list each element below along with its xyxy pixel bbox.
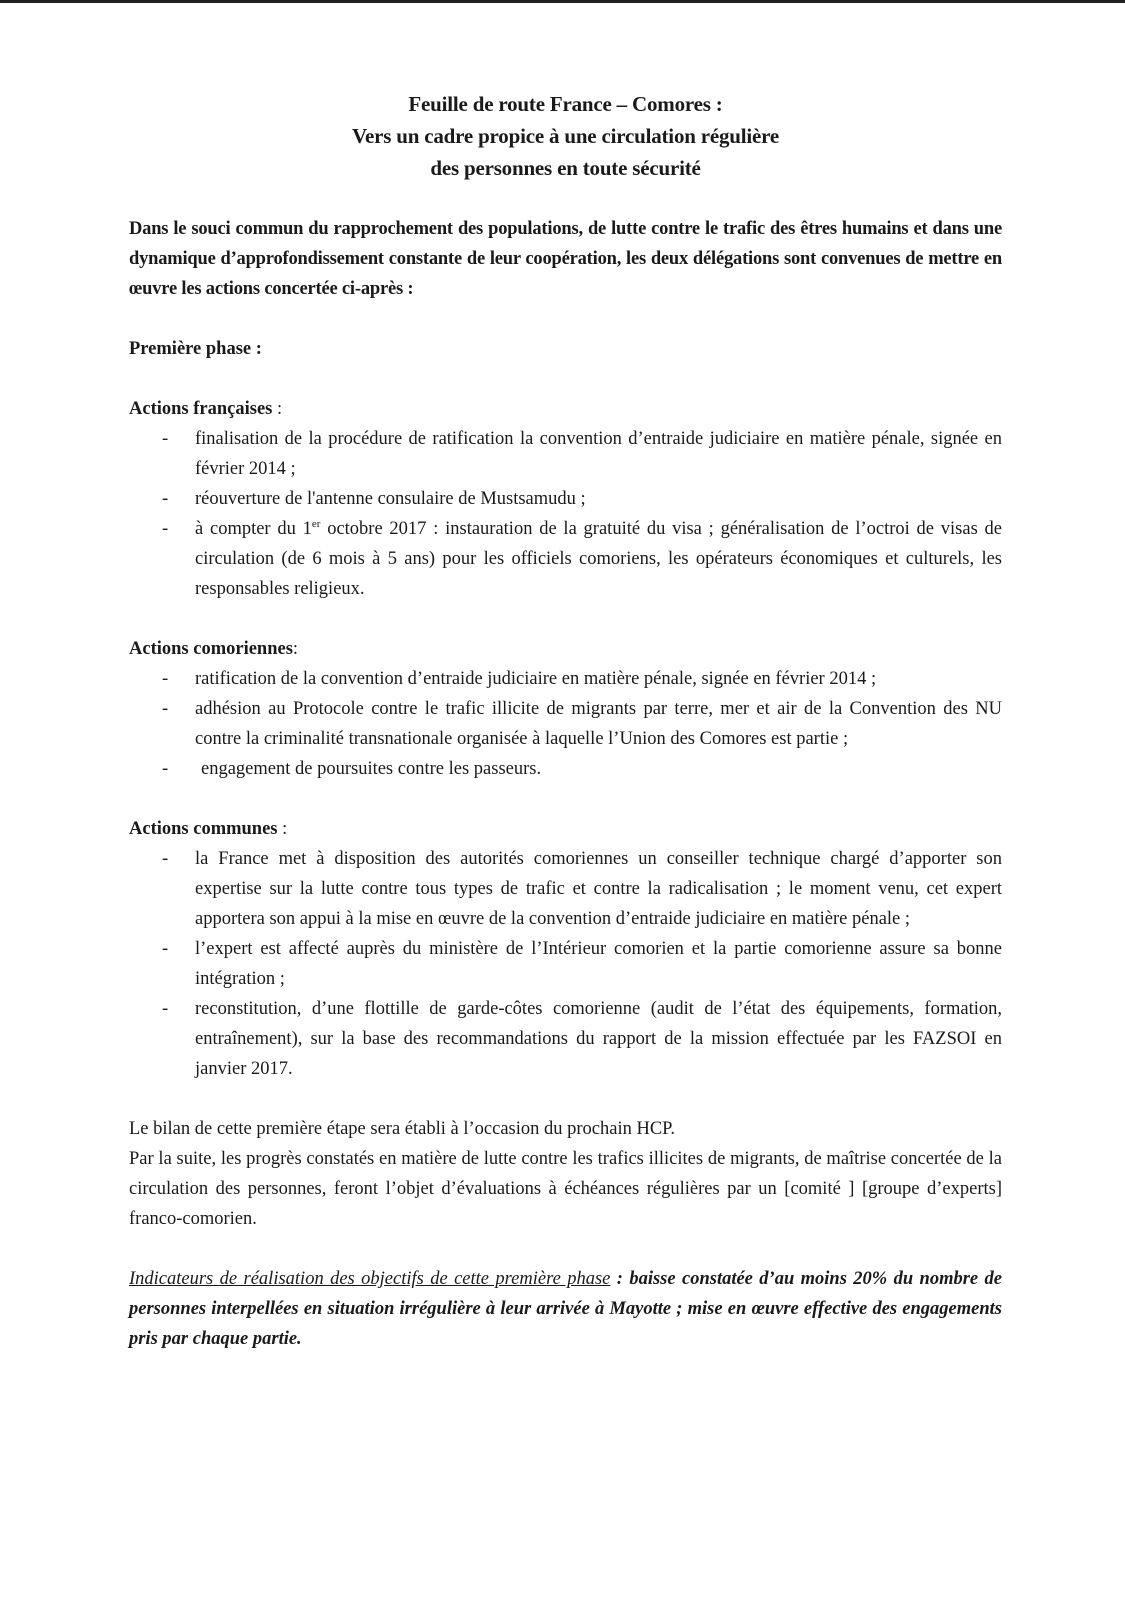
scan-edge — [0, 0, 1125, 3]
section-comorian-actions — [129, 634, 1002, 784]
list-item: - reconstitution, d’une flottille de garde-côtes comorienne (audit de l’état des équipements, formation, entraînement), sur la base des recommandations du rapport de la mission effectuée par les FAZSOI en janvier 2017. — [129, 994, 1002, 1084]
section-heading: Actions comoriennes: — [129, 639, 299, 659]
assessment-line-1: Le bilan de cette première étape sera établi à l’occasion du prochain HCP. — [129, 1119, 676, 1139]
list-marker: - — [162, 669, 169, 689]
indicators-label: Indicateurs de réalisation des objectifs de cette première phase — [129, 1269, 611, 1289]
list-item: - ratification de la convention d’entraide judiciaire en matière pénale, signée en février 2014 ; — [129, 664, 1002, 694]
section-heading: Actions communes : — [129, 819, 288, 839]
section-common-actions — [129, 814, 1002, 1084]
list-marker: - — [162, 699, 169, 719]
assessment-paragraph — [129, 1114, 1002, 1234]
list-item: - l’expert est affecté auprès du ministère de l’Intérieur comorien et la partie comorienne assure sa bonne intégration ; — [129, 934, 1002, 994]
list-item: - engagement de poursuites contre les passeurs. — [129, 754, 1002, 784]
indicators-text: baisse constatée d’au moins 20% du nombre de personnes interpellées en situation irrégulière à leur arrivée à Mayotte ; mise en œuvre effective des engagements pris par chaque partie. — [129, 1269, 1002, 1349]
list-marker: - — [162, 489, 169, 509]
phase-heading: Première phase : — [129, 339, 262, 359]
section-french-actions — [129, 394, 1002, 604]
title-line-1: Feuille de route France – Comores : — [408, 92, 723, 116]
list-marker: - — [162, 999, 169, 1019]
indicators-paragraph: Indicateurs de réalisation des objectifs de cette première phase : baisse constatée d’au moins 20% du nombre de personnes interpellées en situation irrégulière à leur arrivée à Mayotte ; mise en œuvre effective des engagements pris par chaque partie. — [129, 1269, 1002, 1349]
list-item: - la France met à disposition des autorités comoriennes un conseiller technique chargé d’apporter son expertise sur la lutte contre tous types de trafic et contre la radicalisation ; le moment venu, cet expert apportera son appui à la mise en œuvre de la convention d’entraide judiciaire en matière pénale ; — [129, 844, 1002, 934]
document-title — [129, 88, 1002, 184]
list-marker: - — [162, 939, 169, 959]
title-line-2: Vers un cadre propice à une circulation régulière — [351, 124, 780, 148]
assessment-line-2: Par la suite, les progrès constatés en matière de lutte contre les trafics illicites de migrants, de maîtrise concertée de la circulation des personnes, feront l’objet d’évaluations à échéances régulières par un [comité ] [groupe d’experts] franco-comorien. — [129, 1149, 1002, 1229]
list-marker: - — [162, 429, 169, 449]
list-item: - réouverture de l'antenne consulaire de Mustsamudu ; — [129, 484, 1002, 514]
intro-paragraph: Dans le souci commun du rapprochement des populations, de lutte contre le trafic des êtres humains et dans une dynamique d’approfondissement constante de leur coopération, les deux délégations sont convenues de mettre en œuvre les actions concertée ci-après : — [129, 219, 1002, 299]
list-item: - finalisation de la procédure de ratification la convention d’entraide judiciaire en matière pénale, signée en février 2014 ; — [129, 424, 1002, 484]
list-marker: - — [162, 759, 169, 779]
document-page — [129, 88, 1002, 1354]
section-heading: Actions françaises : — [129, 399, 283, 419]
title-line-3: des personnes en toute sécurité — [430, 156, 701, 180]
list-marker: - — [162, 519, 169, 539]
list-marker: - — [162, 849, 169, 869]
list-item: - à compter du 1er octobre 2017 : instauration de la gratuité du visa ; généralisation de l’octroi de visas de circulation (de 6 mois à 5 ans) pour les officiels comoriens, les opérateurs économiques et culturels, les responsables religieux. — [129, 514, 1002, 604]
list-item: - adhésion au Protocole contre le trafic illicite de migrants par terre, mer et air de la Convention des NU contre la criminalité transnationale organisée à laquelle l’Union des Comores est partie ; — [129, 694, 1002, 754]
